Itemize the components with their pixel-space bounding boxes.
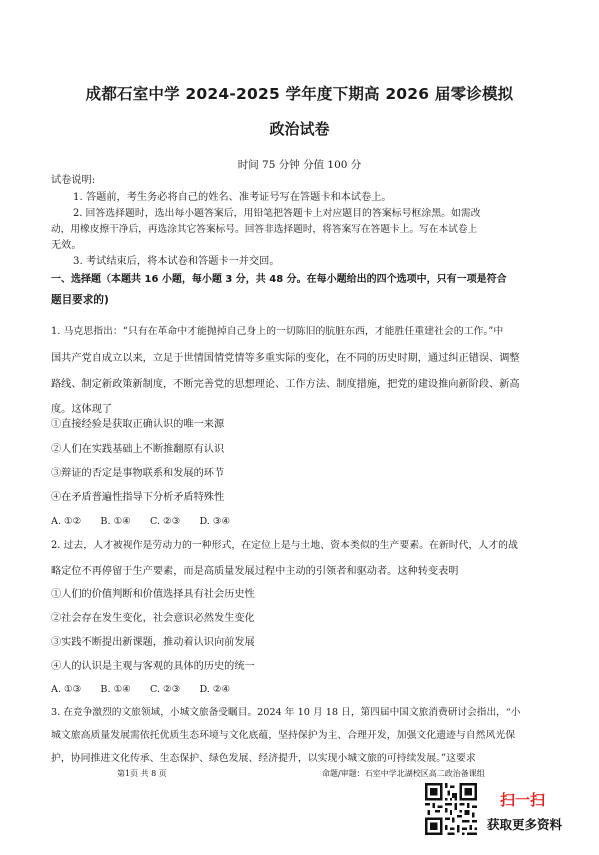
section-heading-line2: 题目要求的)	[51, 294, 109, 306]
q1-option-3: ③辩证的否定是事物联系和发展的环节	[51, 468, 225, 479]
page-number: 第1页 共 8 页	[117, 769, 167, 778]
exam-title: 成都石室中学 2024-2025 学年度下期高 2026 届零诊模拟	[85, 85, 514, 103]
q2-stem-line2: 略定位不再停留于生产要素，而是高质量发展过程中主动的引领者和驱动者。这种转变表明	[51, 566, 459, 577]
q1-option-1: ①直接经验是获取正确认识的唯一来源	[51, 419, 225, 430]
q1-option-4: ④在矛盾普遍性指导下分析矛盾特殊性	[51, 492, 225, 503]
q3-stem-line1: 3. 在竞争激烈的文旅领域，小城文旅备受瞩目。2024 年 10 月 18 日，第四届中国文旅消费研讨会指出，“小	[51, 707, 521, 718]
instruction-3: 3. 考试结束后，将本试卷和答题卡一并交回。	[73, 256, 280, 267]
q1-stem-line1: 1. 马克思指出：“只有在革命中才能抛掉自己身上的一切陈旧的肮脏东西，才能胜任重建社会的工作。”中	[51, 326, 504, 337]
q2-option-1: ①人们的价值判断和价值选择具有社会历史性	[51, 589, 255, 600]
qr-code-icon	[425, 783, 477, 835]
q2-answers: A. ①③ B. ①④ C. ②③ D. ②④	[51, 684, 231, 695]
exam-subject: 政治试卷	[269, 120, 330, 138]
q3-stem-line3: 护，协同推进文化传承、生态保护、绿色发展、经济提升，以实现小城文旅的可持续发展。”这要求	[51, 753, 476, 764]
q2-option-2: ②社会存在发生变化，社会意识必然发生变化	[51, 613, 255, 624]
q1-option-2: ②人们在实践基础上不断推翻原有认识	[51, 444, 225, 455]
q2-option-3: ③实践不断提出新课题，推动着认识向前发展	[51, 637, 255, 648]
q1-stem-line3: 路线、制定新政策新制度，不断完善党的思想理论、工作方法、制度措施，把党的建设推向新阶段、新高	[51, 379, 520, 390]
q3-stem-line2: 城文旅高质量发展需依托优质生态环境与文化底蕴，坚持保护为主、合理开发，加强文化遗迹与自然风光保	[51, 730, 516, 741]
instructions-heading: 试卷说明:	[51, 175, 96, 186]
footer-credit: 命题/审题：石室中学北湖校区高二政治备课组	[322, 769, 485, 778]
q1-stem-line4: 度。这体现了	[51, 404, 113, 415]
q2-stem-line1: 2. 过去，人才被视作是劳动力的一种形式，在定位上是与土地、资本类似的生产要素。在新时代，人才的战	[51, 540, 518, 551]
instruction-2-line1: 2. 回答选择题时，选出每小题答案后，用铅笔把答题卡上对应题目的答案标号框涂黑。如需改	[73, 208, 481, 219]
q1-stem-line2: 国共产党自成立以来，立足于世情国情党情等多重实际的变化，在不同的历史时期，通过纠正错误、调整	[51, 353, 520, 364]
q2-option-4: ④人的认识是主观与客观的具体的历史的统一	[51, 661, 255, 672]
instruction-2-line2: 动，用橡皮擦干净后，再选涂其它答案标号。回答非选择题时，将答案写在答题卡上。写在本试卷上	[51, 224, 478, 235]
q1-answers: A. ①② B. ①④ C. ②③ D. ③④	[51, 516, 231, 527]
instruction-1: 1. 答题前，考生务必将自己的姓名、准考证号写在答题卡和本试卷上。	[73, 192, 392, 203]
section-heading-line1: 一、选择题（本题共 16 小题，每小题 3 分，共 48 分。在每小题给出的四个选项中，只有一项是符合	[51, 274, 507, 285]
more-resources-label: 获取更多资料	[487, 817, 563, 832]
time-score: 时间 75 分钟 分值 100 分	[237, 159, 362, 171]
instruction-2-line3: 无效。	[51, 240, 82, 251]
scan-label: 扫一扫	[500, 791, 546, 809]
